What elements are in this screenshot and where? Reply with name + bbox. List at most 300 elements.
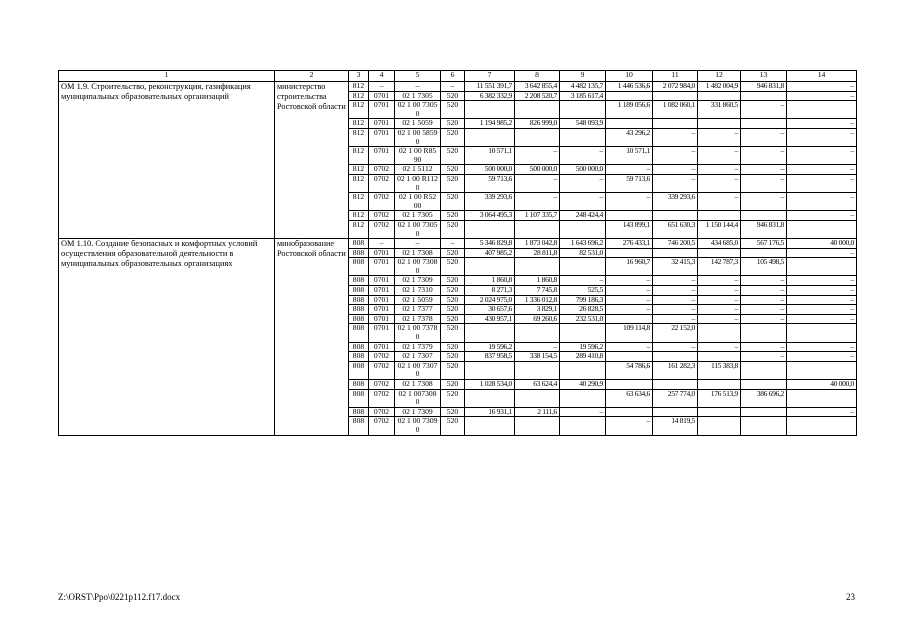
year-2021-value-cell: –	[606, 305, 653, 315]
target-article-code-cell: 02 1 00 73080	[395, 258, 441, 276]
section-code-cell: 0701	[369, 305, 395, 315]
year-2024-value-cell: –	[741, 147, 787, 165]
target-article-code-cell: 02 1 7308	[395, 248, 441, 258]
expense-type-code-cell: 520	[441, 211, 465, 221]
year-2019-value-cell: 1 860,8	[515, 276, 560, 286]
total-value-cell: 11 551 391,7	[465, 82, 515, 92]
section-code-cell: 0701	[369, 258, 395, 276]
grbs-code-cell: 808	[349, 389, 369, 407]
year-2025-value-cell: –	[787, 286, 857, 296]
total-value-cell: 1 194 985,2	[465, 119, 515, 129]
year-2025-value-cell: –	[787, 91, 857, 101]
year-2019-value-cell: 2 111,6	[515, 407, 560, 417]
year-2019-value-cell	[515, 220, 560, 238]
column-number: 5	[395, 71, 441, 82]
year-2022-value-cell: –	[653, 342, 698, 352]
year-2024-value-cell: –	[741, 165, 787, 175]
year-2020-value-cell	[560, 258, 606, 276]
year-2021-value-cell: 1 189 056,6	[606, 101, 653, 119]
section-code-cell: –	[369, 82, 395, 92]
column-number: 13	[741, 71, 787, 82]
year-2020-value-cell	[560, 324, 606, 342]
total-value-cell: 16 931,1	[465, 407, 515, 417]
target-article-code-cell: 02 1 00 R1120	[395, 174, 441, 192]
year-2019-value-cell: 63 624,4	[515, 380, 560, 390]
year-2023-value-cell: –	[698, 147, 741, 165]
total-value-cell: 2 024 975,0	[465, 295, 515, 305]
column-number: 10	[606, 71, 653, 82]
grbs-code-cell: 808	[349, 286, 369, 296]
year-2020-value-cell: 4 482 135,7	[560, 82, 606, 92]
target-article-code-cell: –	[395, 82, 441, 92]
year-2019-value-cell: 2 208 520,7	[515, 91, 560, 101]
total-value-cell: 5 346 829,8	[465, 239, 515, 249]
year-2023-value-cell: –	[698, 295, 741, 305]
target-article-code-cell: 02 1 00 R8590	[395, 147, 441, 165]
year-2024-value-cell: –	[741, 101, 787, 119]
year-2019-value-cell: 1 336 012,8	[515, 295, 560, 305]
year-2019-value-cell	[515, 101, 560, 119]
year-2024-value-cell	[741, 324, 787, 342]
year-2023-value-cell	[698, 91, 741, 101]
year-2022-value-cell: –	[653, 128, 698, 146]
year-2021-value-cell	[606, 407, 653, 417]
year-2022-value-cell: –	[653, 286, 698, 296]
section-code-cell: 0702	[369, 417, 395, 435]
target-article-code-cell: 02 1 00 73090	[395, 417, 441, 435]
year-2021-value-cell: 54 786,6	[606, 361, 653, 379]
expense-type-code-cell: 520	[441, 248, 465, 258]
year-2021-value-cell: –	[606, 276, 653, 286]
total-value-cell: 19 596,2	[465, 342, 515, 352]
year-2023-value-cell	[698, 324, 741, 342]
year-2022-value-cell	[653, 352, 698, 362]
year-2024-value-cell: –	[741, 174, 787, 192]
grbs-code-cell: 812	[349, 193, 369, 211]
section-code-cell: 0701	[369, 147, 395, 165]
measure-name-cell: ОМ 1.10. Создание безопасных и комфортных условий осуществления образовательной деятельности в муниципальных образовательных организациях	[59, 239, 275, 435]
year-2022-value-cell: –	[653, 174, 698, 192]
year-2022-value-cell	[653, 119, 698, 129]
section-code-cell: 0701	[369, 119, 395, 129]
year-2021-value-cell: 109 114,8	[606, 324, 653, 342]
year-2025-value-cell: 40 000,0	[787, 239, 857, 249]
expense-type-code-cell: 520	[441, 101, 465, 119]
year-2025-value-cell: 40 000,0	[787, 380, 857, 390]
year-2025-value-cell: –	[787, 276, 857, 286]
grbs-code-cell: 808	[349, 258, 369, 276]
total-value-cell	[465, 324, 515, 342]
target-article-code-cell: 02 1 5059	[395, 295, 441, 305]
expense-type-code-cell: 520	[441, 361, 465, 379]
year-2024-value-cell: –	[741, 276, 787, 286]
target-article-code-cell: 02 1 00 58590	[395, 128, 441, 146]
total-value-cell: 430 957,1	[465, 314, 515, 324]
year-2022-value-cell: 257 774,0	[653, 389, 698, 407]
expense-type-code-cell: 520	[441, 417, 465, 435]
year-2020-value-cell	[560, 361, 606, 379]
target-article-code-cell: 02 1 00 73780	[395, 324, 441, 342]
year-2019-value-cell: 3 829,1	[515, 305, 560, 315]
year-2024-value-cell	[741, 248, 787, 258]
year-2025-value-cell: –	[787, 165, 857, 175]
year-2022-value-cell: –	[653, 276, 698, 286]
target-article-code-cell: –	[395, 239, 441, 249]
year-2019-value-cell: 28 811,8	[515, 248, 560, 258]
target-article-code-cell: 02 1 5059	[395, 119, 441, 129]
grbs-code-cell: 812	[349, 174, 369, 192]
expense-type-code-cell: 520	[441, 119, 465, 129]
year-2024-value-cell: –	[741, 128, 787, 146]
year-2021-value-cell	[606, 380, 653, 390]
grbs-code-cell: 808	[349, 239, 369, 249]
year-2021-value-cell	[606, 91, 653, 101]
year-2021-value-cell: –	[606, 193, 653, 211]
total-value-cell	[465, 220, 515, 238]
measure-name-cell: ОМ 1.9. Строительство, реконструкция, газификация муниципальных образовательных организаций	[59, 82, 275, 239]
expense-type-code-cell: 520	[441, 220, 465, 238]
column-number: 12	[698, 71, 741, 82]
expense-type-code-cell: 520	[441, 295, 465, 305]
total-value-cell	[465, 417, 515, 435]
total-value-cell: 59 713,6	[465, 174, 515, 192]
year-2019-value-cell: 7 745,8	[515, 286, 560, 296]
year-2023-value-cell: 434 685,0	[698, 239, 741, 249]
grbs-code-cell: 808	[349, 380, 369, 390]
expense-type-code-cell: 520	[441, 258, 465, 276]
year-2020-value-cell	[560, 220, 606, 238]
year-2022-value-cell: 651 630,3	[653, 220, 698, 238]
year-2022-value-cell: –	[653, 295, 698, 305]
year-2019-value-cell: 338 154,5	[515, 352, 560, 362]
section-code-cell: 0701	[369, 314, 395, 324]
total-value-cell: 1 028 534,0	[465, 380, 515, 390]
expense-type-code-cell: 520	[441, 407, 465, 417]
expense-type-code-cell: 520	[441, 193, 465, 211]
expense-type-code-cell: 520	[441, 324, 465, 342]
grbs-code-cell: 812	[349, 147, 369, 165]
expense-type-code-cell: 520	[441, 147, 465, 165]
year-2023-value-cell: 1 150 144,4	[698, 220, 741, 238]
grbs-code-cell: 808	[349, 295, 369, 305]
expense-type-code-cell: 520	[441, 276, 465, 286]
section-code-cell: 0702	[369, 220, 395, 238]
year-2021-value-cell	[606, 119, 653, 129]
year-2024-value-cell: –	[741, 193, 787, 211]
year-2019-value-cell	[515, 128, 560, 146]
total-value-cell	[465, 101, 515, 119]
year-2021-value-cell: –	[606, 165, 653, 175]
year-2023-value-cell: 176 513,9	[698, 389, 741, 407]
column-number: 4	[369, 71, 395, 82]
section-code-cell: 0702	[369, 165, 395, 175]
year-2022-value-cell: 14 819,5	[653, 417, 698, 435]
year-2021-value-cell: –	[606, 286, 653, 296]
year-2022-value-cell: 746 200,5	[653, 239, 698, 249]
total-value-cell: 10 571,1	[465, 147, 515, 165]
expense-type-code-cell: –	[441, 239, 465, 249]
grbs-code-cell: 808	[349, 276, 369, 286]
column-number: 11	[653, 71, 698, 82]
year-2025-value-cell: –	[787, 193, 857, 211]
year-2023-value-cell: 331 860,5	[698, 101, 741, 119]
year-2023-value-cell: –	[698, 174, 741, 192]
year-2024-value-cell	[741, 407, 787, 417]
target-article-code-cell: 02 1 7310	[395, 286, 441, 296]
target-article-code-cell: 02 1 7305	[395, 211, 441, 221]
column-number: 6	[441, 71, 465, 82]
total-value-cell: 8 271,3	[465, 286, 515, 296]
year-2022-value-cell: –	[653, 314, 698, 324]
year-2022-value-cell: 339 293,6	[653, 193, 698, 211]
year-2025-value-cell	[787, 389, 857, 407]
year-2024-value-cell: 946 831,8	[741, 220, 787, 238]
year-2025-value-cell: –	[787, 119, 857, 129]
year-2023-value-cell: –	[698, 276, 741, 286]
expense-type-code-cell: 520	[441, 389, 465, 407]
year-2019-value-cell: 1 107 335,7	[515, 211, 560, 221]
section-code-cell: 0701	[369, 128, 395, 146]
total-value-cell: 407 985,2	[465, 248, 515, 258]
expense-type-code-cell: 520	[441, 286, 465, 296]
footer-file-path: Z:\ORST\Ppo\0221p112.f17.docx	[58, 592, 181, 602]
year-2025-value-cell: –	[787, 352, 857, 362]
year-2019-value-cell: 69 260,6	[515, 314, 560, 324]
year-2024-value-cell: –	[741, 342, 787, 352]
year-2024-value-cell: –	[741, 305, 787, 315]
year-2022-value-cell: –	[653, 147, 698, 165]
section-code-cell: 0701	[369, 324, 395, 342]
column-number: 3	[349, 71, 369, 82]
year-2020-value-cell: –	[560, 174, 606, 192]
section-code-cell: 0702	[369, 193, 395, 211]
year-2020-value-cell	[560, 128, 606, 146]
year-2019-value-cell: 3 642 855,4	[515, 82, 560, 92]
grbs-code-cell: 808	[349, 361, 369, 379]
expense-type-code-cell: 520	[441, 305, 465, 315]
expense-type-code-cell: 520	[441, 380, 465, 390]
grbs-code-cell: 808	[349, 248, 369, 258]
year-2021-value-cell: 1 446 536,6	[606, 82, 653, 92]
year-2024-value-cell: –	[741, 352, 787, 362]
section-code-cell: 0701	[369, 295, 395, 305]
grbs-code-cell: 812	[349, 101, 369, 119]
total-value-cell: 6 382 332,9	[465, 91, 515, 101]
year-2020-value-cell: 232 531,0	[560, 314, 606, 324]
grbs-code-cell: 808	[349, 417, 369, 435]
year-2020-value-cell: 1 643 696,2	[560, 239, 606, 249]
year-2023-value-cell	[698, 380, 741, 390]
year-2023-value-cell: 142 787,3	[698, 258, 741, 276]
year-2025-value-cell: –	[787, 128, 857, 146]
total-value-cell	[465, 361, 515, 379]
expense-type-code-cell: 520	[441, 128, 465, 146]
total-value-cell	[465, 258, 515, 276]
year-2021-value-cell: 10 571,1	[606, 147, 653, 165]
year-2023-value-cell: 115 383,8	[698, 361, 741, 379]
year-2023-value-cell	[698, 417, 741, 435]
year-2024-value-cell: –	[741, 314, 787, 324]
grbs-code-cell: 808	[349, 407, 369, 417]
year-2020-value-cell: 40 290,9	[560, 380, 606, 390]
target-article-code-cell: 02 1 00 73070	[395, 361, 441, 379]
year-2019-value-cell	[515, 324, 560, 342]
year-2024-value-cell	[741, 119, 787, 129]
year-2024-value-cell	[741, 211, 787, 221]
year-2023-value-cell	[698, 211, 741, 221]
year-2025-value-cell: –	[787, 407, 857, 417]
section-code-cell: 0701	[369, 91, 395, 101]
target-article-code-cell: 02 1 5112	[395, 165, 441, 175]
year-2025-value-cell: –	[787, 305, 857, 315]
total-value-cell: 1 860,8	[465, 276, 515, 286]
year-2025-value-cell: –	[787, 174, 857, 192]
target-article-code-cell: 02 1 00 73050	[395, 101, 441, 119]
year-2024-value-cell	[741, 417, 787, 435]
year-2025-value-cell: –	[787, 82, 857, 92]
year-2021-value-cell	[606, 211, 653, 221]
budget-table	[58, 70, 857, 436]
grbs-code-cell: 808	[349, 305, 369, 315]
year-2023-value-cell: –	[698, 193, 741, 211]
year-2020-value-cell	[560, 417, 606, 435]
year-2023-value-cell	[698, 119, 741, 129]
year-2020-value-cell	[560, 101, 606, 119]
year-2022-value-cell: –	[653, 165, 698, 175]
grbs-code-cell: 812	[349, 119, 369, 129]
table-row	[59, 239, 857, 249]
year-2024-value-cell	[741, 380, 787, 390]
section-code-cell: 0702	[369, 352, 395, 362]
section-code-cell: 0701	[369, 276, 395, 286]
year-2022-value-cell	[653, 211, 698, 221]
year-2021-value-cell: –	[606, 342, 653, 352]
target-article-code-cell: 02 1 7309	[395, 276, 441, 286]
grbs-code-cell: 808	[349, 342, 369, 352]
year-2023-value-cell: –	[698, 314, 741, 324]
year-2021-value-cell: –	[606, 295, 653, 305]
year-2022-value-cell	[653, 380, 698, 390]
column-number: 9	[560, 71, 606, 82]
target-article-code-cell: 02 1 00 73050	[395, 220, 441, 238]
year-2025-value-cell: –	[787, 295, 857, 305]
year-2021-value-cell: 276 433,1	[606, 239, 653, 249]
year-2019-value-cell	[515, 258, 560, 276]
year-2019-value-cell: –	[515, 174, 560, 192]
year-2025-value-cell	[787, 361, 857, 379]
year-2025-value-cell	[787, 324, 857, 342]
executor-cell: министерство строительства Ростовской области	[275, 82, 349, 239]
total-value-cell: 837 958,5	[465, 352, 515, 362]
year-2022-value-cell: 161 282,3	[653, 361, 698, 379]
section-code-cell: 0702	[369, 407, 395, 417]
year-2024-value-cell	[741, 91, 787, 101]
year-2020-value-cell	[560, 389, 606, 407]
year-2021-value-cell	[606, 352, 653, 362]
year-2021-value-cell: 63 634,6	[606, 389, 653, 407]
year-2024-value-cell: 567 176,5	[741, 239, 787, 249]
total-value-cell: 500 000,0	[465, 165, 515, 175]
year-2019-value-cell	[515, 389, 560, 407]
section-code-cell: 0701	[369, 101, 395, 119]
column-number: 8	[515, 71, 560, 82]
year-2022-value-cell: 2 072 984,0	[653, 82, 698, 92]
column-number-row	[59, 71, 857, 82]
expense-type-code-cell: 520	[441, 352, 465, 362]
year-2024-value-cell: 105 498,5	[741, 258, 787, 276]
table-body	[59, 82, 857, 436]
target-article-code-cell: 02 1 7377	[395, 305, 441, 315]
year-2023-value-cell: 1 482 004,9	[698, 82, 741, 92]
section-code-cell: 0702	[369, 211, 395, 221]
column-number: 7	[465, 71, 515, 82]
target-article-code-cell: 02 1 7379	[395, 342, 441, 352]
year-2022-value-cell	[653, 91, 698, 101]
column-number: 14	[787, 71, 857, 82]
year-2020-value-cell: –	[560, 407, 606, 417]
table-row	[59, 82, 857, 92]
grbs-code-cell: 812	[349, 211, 369, 221]
year-2024-value-cell: –	[741, 295, 787, 305]
year-2020-value-cell: 19 596,2	[560, 342, 606, 352]
grbs-code-cell: 812	[349, 220, 369, 238]
total-value-cell	[465, 389, 515, 407]
target-article-code-cell: 02 1 00 R5200	[395, 193, 441, 211]
year-2025-value-cell	[787, 101, 857, 119]
column-number: 1	[59, 71, 275, 82]
year-2019-value-cell: –	[515, 147, 560, 165]
year-2022-value-cell	[653, 407, 698, 417]
year-2024-value-cell: 946 831,8	[741, 82, 787, 92]
year-2023-value-cell	[698, 248, 741, 258]
year-2019-value-cell: –	[515, 342, 560, 352]
year-2020-value-cell: 548 093,9	[560, 119, 606, 129]
year-2019-value-cell	[515, 361, 560, 379]
year-2020-value-cell: 289 410,8	[560, 352, 606, 362]
expense-type-code-cell: 520	[441, 342, 465, 352]
year-2019-value-cell: –	[515, 193, 560, 211]
year-2021-value-cell: –	[606, 417, 653, 435]
year-2025-value-cell	[787, 417, 857, 435]
target-article-code-cell: 02 1 7308	[395, 380, 441, 390]
target-article-code-cell: 02 1 7309	[395, 407, 441, 417]
year-2022-value-cell: –	[653, 305, 698, 315]
year-2021-value-cell: 16 960,7	[606, 258, 653, 276]
grbs-code-cell: 808	[349, 324, 369, 342]
year-2025-value-cell: –	[787, 147, 857, 165]
year-2023-value-cell: –	[698, 342, 741, 352]
grbs-code-cell: 808	[349, 314, 369, 324]
year-2019-value-cell	[515, 417, 560, 435]
grbs-code-cell: 812	[349, 128, 369, 146]
section-code-cell: 0701	[369, 248, 395, 258]
year-2024-value-cell: –	[741, 286, 787, 296]
year-2021-value-cell: 43 296,2	[606, 128, 653, 146]
year-2023-value-cell	[698, 407, 741, 417]
year-2025-value-cell: –	[787, 314, 857, 324]
total-value-cell: 3 064 495,3	[465, 211, 515, 221]
expense-type-code-cell: 520	[441, 314, 465, 324]
target-article-code-cell: 02 1 7307	[395, 352, 441, 362]
total-value-cell	[465, 128, 515, 146]
expense-type-code-cell: 520	[441, 174, 465, 192]
year-2021-value-cell: 59 713,6	[606, 174, 653, 192]
expense-type-code-cell: –	[441, 82, 465, 92]
year-2023-value-cell: –	[698, 128, 741, 146]
year-2024-value-cell	[741, 361, 787, 379]
year-2020-value-cell: 82 531,0	[560, 248, 606, 258]
section-code-cell: 0702	[369, 361, 395, 379]
